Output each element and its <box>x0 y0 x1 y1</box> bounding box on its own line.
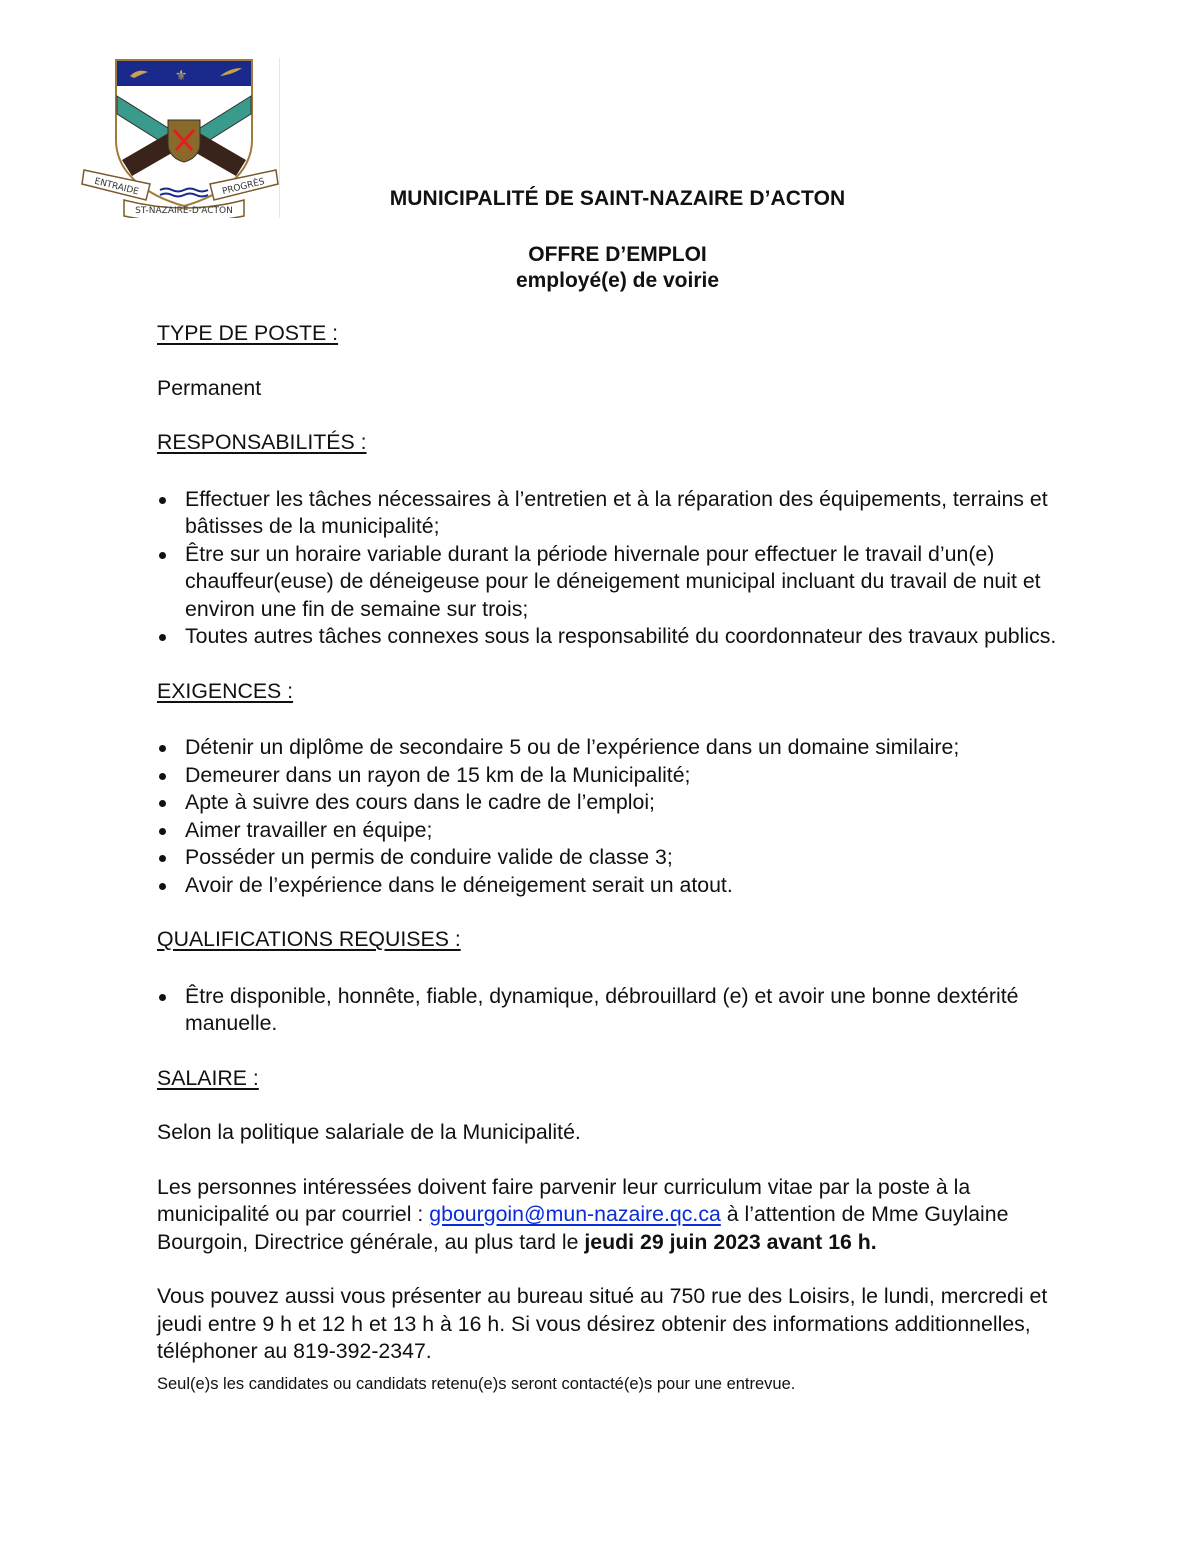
list-item: Demeurer dans un rayon de 15 km de la Municipalité; <box>157 762 1077 790</box>
qualifications-list <box>157 983 1077 1038</box>
list-item: Être disponible, honnête, fiable, dynamique, débrouillard (e) et avoir une bonne dextérité manuelle. <box>157 983 1077 1038</box>
application-text-2: à l’attention de Mme Guylaine Bourgoin, Directrice générale, au plus tard le <box>157 1202 1009 1254</box>
requirements-list <box>157 734 1077 899</box>
municipality-title: MUNICIPALITÉ DE SAINT-NAZAIRE D’ACTON <box>389 187 846 210</box>
list-item: Avoir de l’expérience dans le déneigement serait un atout. <box>157 872 1077 900</box>
position-title: employé(e) de voirie <box>515 269 720 292</box>
name-banner: ST-NAZAIRE-D'ACTON <box>135 206 233 216</box>
list-item: Aimer travailler en équipe; <box>157 817 1077 845</box>
responsibilities-section-title: RESPONSABILITÉS : <box>157 430 367 454</box>
list-item: Être sur un horaire variable durant la période hivernale pour effectuer le travail d’un(e) chauffeur(euse) de déneigeuse pour le déneigement municipal incluant du travail de nuit et environ une fin de semaine sur trois; <box>157 541 1077 624</box>
email-link[interactable]: gbourgoin@mun-nazaire.qc.ca <box>429 1202 721 1226</box>
list-item: Apte à suivre des cours dans le cadre de l’emploi; <box>157 789 1077 817</box>
list-item: Détenir un diplôme de secondaire 5 ou de l’expérience dans un domaine similaire; <box>157 734 1077 762</box>
motto-right: PROGRÈS <box>221 176 266 198</box>
application-instructions <box>157 1174 1077 1257</box>
type-value: Permanent <box>157 375 262 400</box>
offer-title: OFFRE D’EMPLOI <box>528 243 707 266</box>
svg-text:⚜: ⚜ <box>174 68 188 84</box>
job-offer-body <box>157 320 1077 1394</box>
qualifications-section-title: QUALIFICATIONS REQUISES : <box>157 927 461 951</box>
type-section-title: TYPE DE POSTE : <box>157 321 339 345</box>
salary-section-title: SALAIRE : <box>157 1065 259 1090</box>
motto-left: ENTRAIDE <box>93 176 140 198</box>
requirements-section-title: EXIGENCES : <box>157 678 294 703</box>
salary-value: Selon la politique salariale de la Municipalité. <box>157 1120 581 1144</box>
visit-information: Vous pouvez aussi vous présenter au bureau situé au 750 rue des Loisirs, le lundi, mercredi et jeudi entre 9 h et 12 h et 13 h à 16 h. Si vous désirez obtenir des informations additionnelles, téléphoner au 819-392-2347. <box>157 1284 1048 1363</box>
footer-note: Seul(e)s les candidates ou candidats retenu(e)s seront contacté(e)s pour une entrevue. <box>157 1374 796 1393</box>
list-item: Effectuer les tâches nécessaires à l’entretien et à la réparation des équipements, terrains et bâtisses de la municipalité; <box>157 486 1077 541</box>
list-item: Toutes autres tâches connexes sous la responsabilité du coordonnateur des travaux publics. <box>157 623 1077 651</box>
application-deadline: jeudi 29 juin 2023 avant 16 h. <box>584 1229 877 1254</box>
responsibilities-list <box>157 486 1077 651</box>
application-text-1: Les personnes intéressées doivent faire parvenir leur curriculum vitae par la poste à la municipalité ou par courriel : <box>157 1174 971 1226</box>
list-item: Posséder un permis de conduire valide de classe 3; <box>157 844 1077 872</box>
